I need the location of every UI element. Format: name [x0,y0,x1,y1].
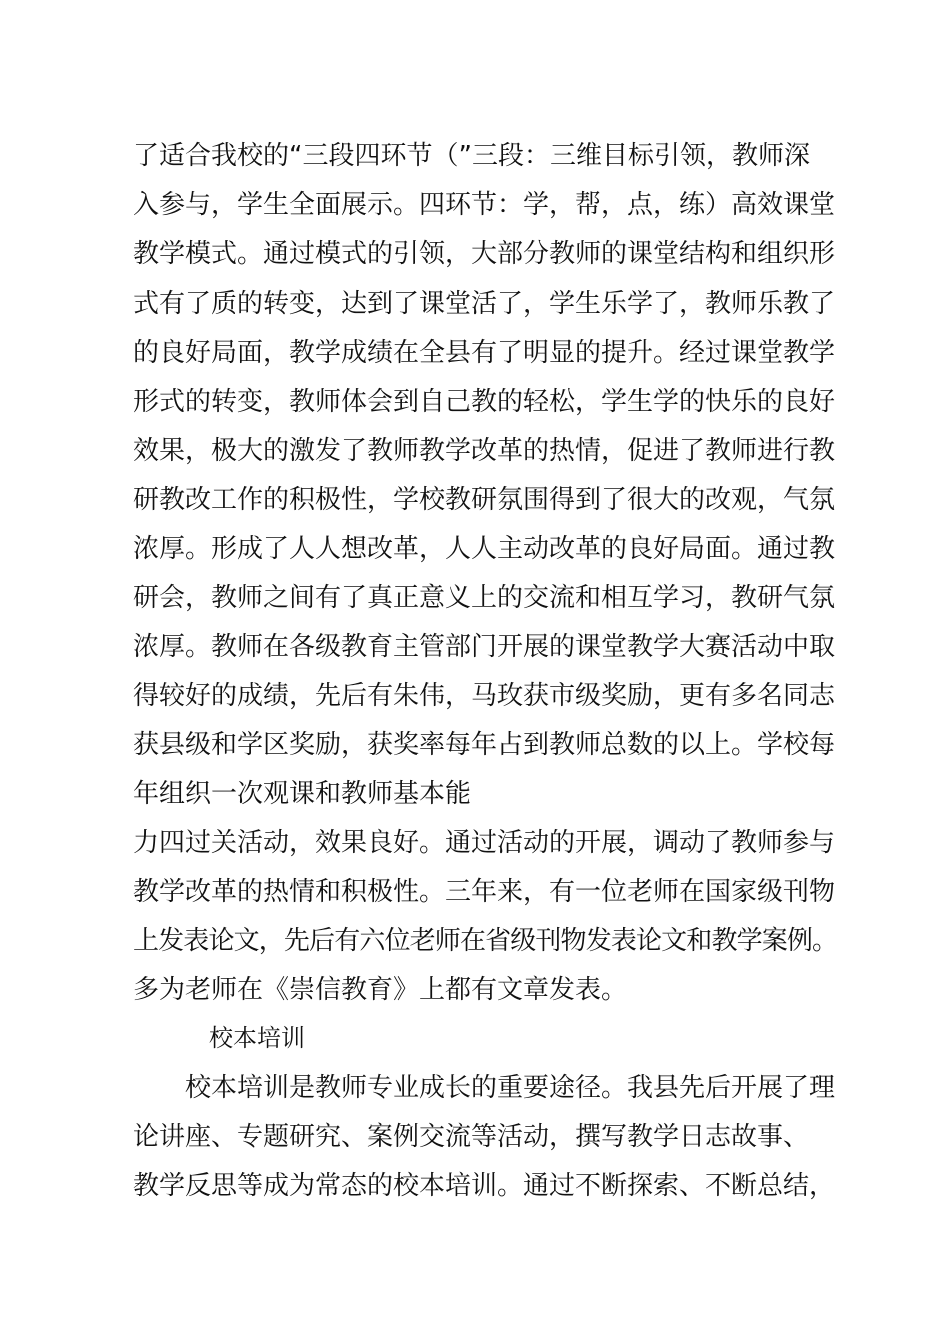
text-line: 研教改工作的积极性，学校教研氛围得到了很大的改观，气氛 [133,485,836,515]
text-line: 研会，教师之间有了真正意义上的交流和相互学习，教研气氛 [133,583,836,613]
section-heading: 校本培训 [209,1024,305,1052]
text-line: 教学改革的热情和积极性。三年来，有一位老师在国家级刊物 [133,877,836,907]
text-line: 效果，极大的激发了教师教学改革的热情，促进了教师进行教 [133,436,836,466]
text-line: 年组织一次观课和教师基本能 [133,779,472,809]
text-line: 教学模式。通过模式的引领，大部分教师的课堂结构和组织形 [133,239,836,269]
text-line: 多为老师在《崇信教育》上都有文章发表。 [133,975,628,1005]
text-line: 力四过关活动，效果良好。通过活动的开展，调动了教师参与 [133,828,836,858]
text-line: 校本培训是教师专业成长的重要途径。我县先后开展了理 [185,1073,836,1103]
text-line: 论讲座、专题研究、案例交流等活动，撰写教学日志故事、 [133,1122,810,1152]
text-line: 上发表论文，先后有六位老师在省级刊物发表论文和教学案例。 [133,926,838,956]
text-line: 浓厚。形成了人人想改革，人人主动改革的良好局面。通过教 [133,534,836,564]
text-line: 得较好的成绩，先后有朱伟，马玫获市级奖励，更有多名同志 [133,681,836,711]
text-line: 形式的转变，教师体会到自己教的轻松，学生学的快乐的良好 [133,387,836,417]
text-line: 入参与，学生全面展示。四环节：学，帮，点，练）高效课堂 [133,190,836,220]
text-line: 教学反思等成为常态的校本培训。通过不断探索、不断总结， [133,1171,836,1201]
text-line: 的良好局面，教学成绩在全县有了明显的提升。经过课堂教学 [133,338,836,368]
text-line: 获县级和学区奖励，获奖率每年占到教师总数的以上。学校每 [133,730,836,760]
text-line: 式有了质的转变，达到了课堂活了，学生乐学了，教师乐教了 [133,289,836,319]
text-line: 了适合我校的“三段四环节（”三段：三维目标引领，教师深 [133,141,810,171]
text-line: 浓厚。教师在各级教育主管部门开展的课堂教学大赛活动中取 [133,632,836,662]
